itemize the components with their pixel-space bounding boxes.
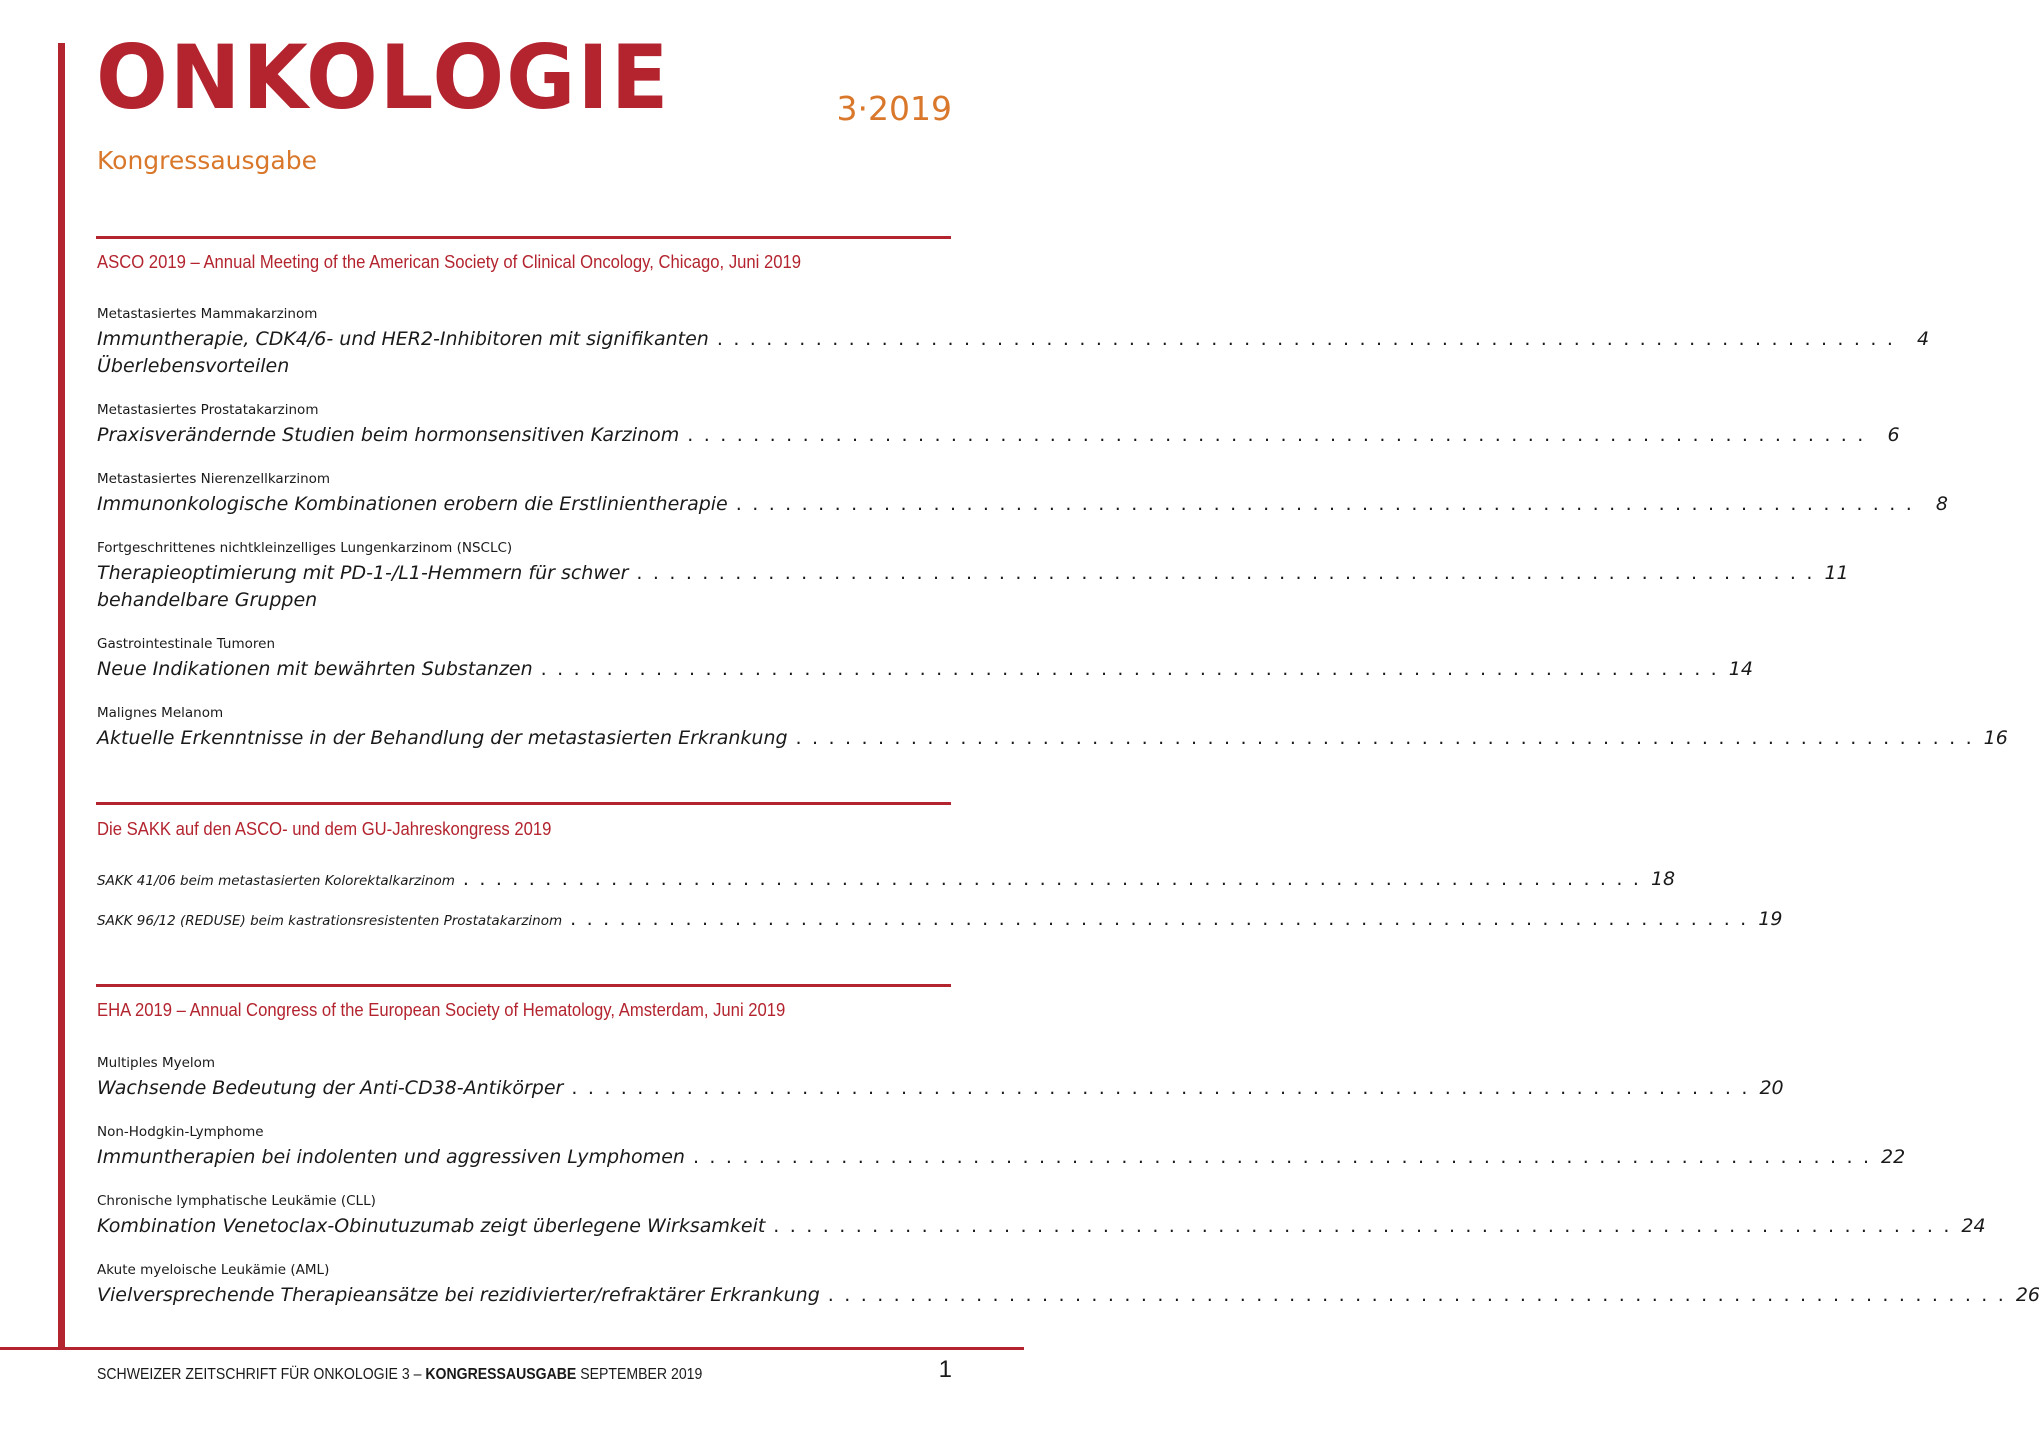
toc-entry[interactable]: [97, 705, 2008, 752]
leader-dots: . . . . . . . . . . . . . . . . . . . . . . . . . . . . . . . . . . . . . . . . . . . . . . . . . . . . . . . . . . . . . . . . . . . . . . . .: [827, 1284, 2007, 1306]
leader-dots: . . . . . . . . . . . . . . . . . . . . . . . . . . . . . . . . . . . . . . . . . . . . . . . . . . . . . . . . . . . . . . . . . . . . . . . .: [571, 1077, 1750, 1099]
leader-dots: . . . . . . . . . . . . . . . . . . . . . . . . . . . . . . . . . . . . . . . . . . . . . . . . . . . . . . . . . . . . . . . . . . . . . . . .: [795, 727, 1974, 749]
entry-kicker: Metastasiertes Mammakarzinom: [97, 306, 318, 322]
entry-page: 14: [1728, 658, 1753, 680]
footer-edition: KONGRESSAUSGABE: [425, 1366, 577, 1383]
entry-kicker: Multiples Myelom: [97, 1055, 216, 1071]
entry-kicker: Fortgeschrittenes nichtkleinzelliges Lungenkarzinom (NSCLC): [97, 540, 513, 556]
entry-page: 19: [1758, 908, 1783, 930]
entry-page: 20: [1759, 1077, 1784, 1099]
page-folio: 1: [938, 1356, 952, 1383]
entry-title: SAKK 96/12 (REDUSE) beim kastrationsresistenten Prostatakarzinom: [97, 913, 563, 929]
entry-page: 16: [1983, 727, 2008, 749]
entry-page: 22: [1881, 1146, 1906, 1168]
entry-title: Immuntherapie, CDK4/6- und HER2-Inhibitoren mit signifikanten: [97, 328, 709, 350]
entry-page: 4: [1917, 328, 1930, 350]
leader-dots: . . . . . . . . . . . . . . . . . . . . . . . . . . . . . . . . . . . . . . . . . . . . . . . . . . . . . . . . . . . . . . . . . . . . . . . .: [636, 562, 1815, 584]
toc-entry[interactable]: [97, 636, 1753, 683]
toc-entry[interactable]: [97, 471, 1949, 518]
entry-kicker: Metastasiertes Prostatakarzinom: [97, 402, 319, 418]
entry-title: Praxisverändernde Studien beim hormonsensitiven Karzinom: [97, 424, 680, 446]
entry-title: Wachsende Bedeutung der Anti-CD38-Antikörper: [97, 1077, 564, 1099]
entry-page: 18: [1650, 868, 1676, 890]
toc-entry[interactable]: [97, 906, 1783, 935]
leader-dots: . . . . . . . . . . . . . . . . . . . . . . . . . . . . . . . . . . . . . . . . . . . . . . . . . . . . . . . . . . . . . . . . . . . . . . . .: [570, 908, 1749, 930]
entry-kicker: Metastasiertes Nierenzellkarzinom: [97, 471, 331, 487]
entry-title: Immunonkologische Kombinationen erobern die Erstlinientherapie: [97, 493, 728, 515]
entry-title: Therapieoptimierung mit PD-1-/L1-Hemmern für schwer: [97, 562, 629, 584]
section-rule: [96, 984, 951, 987]
entry-title: Kombination Venetoclax-Obinutuzumab zeigt überlegene Wirksamkeit: [97, 1215, 766, 1237]
journal-brand: ONKOLOGIE: [96, 26, 671, 129]
toc-entry[interactable]: [97, 402, 1900, 449]
entry-kicker: Non-Hodgkin-Lymphome: [97, 1124, 264, 1140]
leader-dots: . . . . . . . . . . . . . . . . . . . . . . . . . . . . . . . . . . . . . . . . . . . . . . . . . . . . . . . . . . . . . . . . . . . . . . . .: [773, 1215, 1952, 1237]
section-heading-asco: ASCO 2019 – Annual Meeting of the American Society of Clinical Oncology, Chicago, Juni 2019: [97, 251, 802, 272]
toc-entry[interactable]: [97, 1055, 1784, 1102]
entry-page: 26: [2015, 1284, 2040, 1306]
entry-title: SAKK 41/06 beim metastasierten Kolorektalkarzinom: [97, 873, 455, 889]
toc-entry[interactable]: [97, 1262, 2040, 1309]
entry-kicker: Akute myeloische Leukämie (AML): [97, 1262, 330, 1278]
entry-page: 6: [1887, 424, 1900, 446]
toc-entry[interactable]: [97, 306, 1930, 380]
footer-date: SEPTEMBER 2019: [580, 1366, 703, 1383]
section-rule: [96, 802, 951, 805]
section-heading-eha: EHA 2019 – Annual Congress of the European Society of Hematology, Amsterdam, Juni 2019: [97, 999, 786, 1020]
section-heading-sakk: Die SAKK auf den ASCO- und dem GU-Jahreskongress 2019: [97, 818, 552, 839]
left-accent-bar: [58, 43, 65, 1348]
entry-title-cont: behandelbare Gruppen: [97, 589, 318, 611]
entry-page: 11: [1824, 562, 1849, 584]
toc-entry[interactable]: [97, 1124, 1906, 1171]
leader-dots: . . . . . . . . . . . . . . . . . . . . . . . . . . . . . . . . . . . . . . . . . . . . . . . . . . . . . . . . . . . . . . . . . . . . . . . .: [462, 868, 1642, 890]
entry-title-cont: Überlebensvorteilen: [97, 355, 290, 377]
entry-title: Immuntherapien bei indolenten und aggressiven Lymphomen: [97, 1146, 685, 1168]
footer-rule: [0, 1347, 1024, 1350]
entry-title: Vielversprechende Therapieansätze bei rezidivierter/refraktärer Erkrankung: [97, 1284, 820, 1306]
leader-dots: . . . . . . . . . . . . . . . . . . . . . . . . . . . . . . . . . . . . . . . . . . . . . . . . . . . . . . . . . . . . . . . . . . . . . . . .: [687, 424, 1866, 446]
leader-dots: . . . . . . . . . . . . . . . . . . . . . . . . . . . . . . . . . . . . . . . . . . . . . . . . . . . . . . . . . . . . . . . . . . . . . . . .: [716, 328, 1896, 350]
entry-kicker: Chronische lymphatische Leukämie (CLL): [97, 1193, 376, 1209]
entry-page: 8: [1935, 493, 1949, 515]
entry-kicker: Gastrointestinale Tumoren: [97, 636, 276, 652]
entry-title: Neue Indikationen mit bewährten Substanzen: [97, 658, 533, 680]
entry-page: 24: [1961, 1215, 1986, 1237]
running-footer: [97, 1366, 702, 1384]
edition-label: Kongressausgabe: [97, 146, 317, 175]
toc-entry[interactable]: [97, 866, 1676, 895]
entry-title: Aktuelle Erkenntnisse in der Behandlung der metastasierten Erkrankung: [97, 727, 788, 749]
leader-dots: . . . . . . . . . . . . . . . . . . . . . . . . . . . . . . . . . . . . . . . . . . . . . . . . . . . . . . . . . . . . . . . . . . . . . . . .: [692, 1146, 1872, 1168]
leader-dots: . . . . . . . . . . . . . . . . . . . . . . . . . . . . . . . . . . . . . . . . . . . . . . . . . . . . . . . . . . . . . . . . . . . . . . . .: [540, 658, 1719, 680]
issue-number: 3·2019: [836, 89, 952, 128]
section-rule: [96, 236, 951, 239]
toc-entry[interactable]: [97, 540, 1849, 614]
toc-entry[interactable]: [97, 1193, 1986, 1240]
footer-journal: SCHWEIZER ZEITSCHRIFT FÜR ONKOLOGIE 3 –: [97, 1366, 422, 1383]
leader-dots: . . . . . . . . . . . . . . . . . . . . . . . . . . . . . . . . . . . . . . . . . . . . . . . . . . . . . . . . . . . . . . . . . . . . . . . .: [735, 493, 1915, 515]
entry-kicker: Malignes Melanom: [97, 705, 224, 721]
